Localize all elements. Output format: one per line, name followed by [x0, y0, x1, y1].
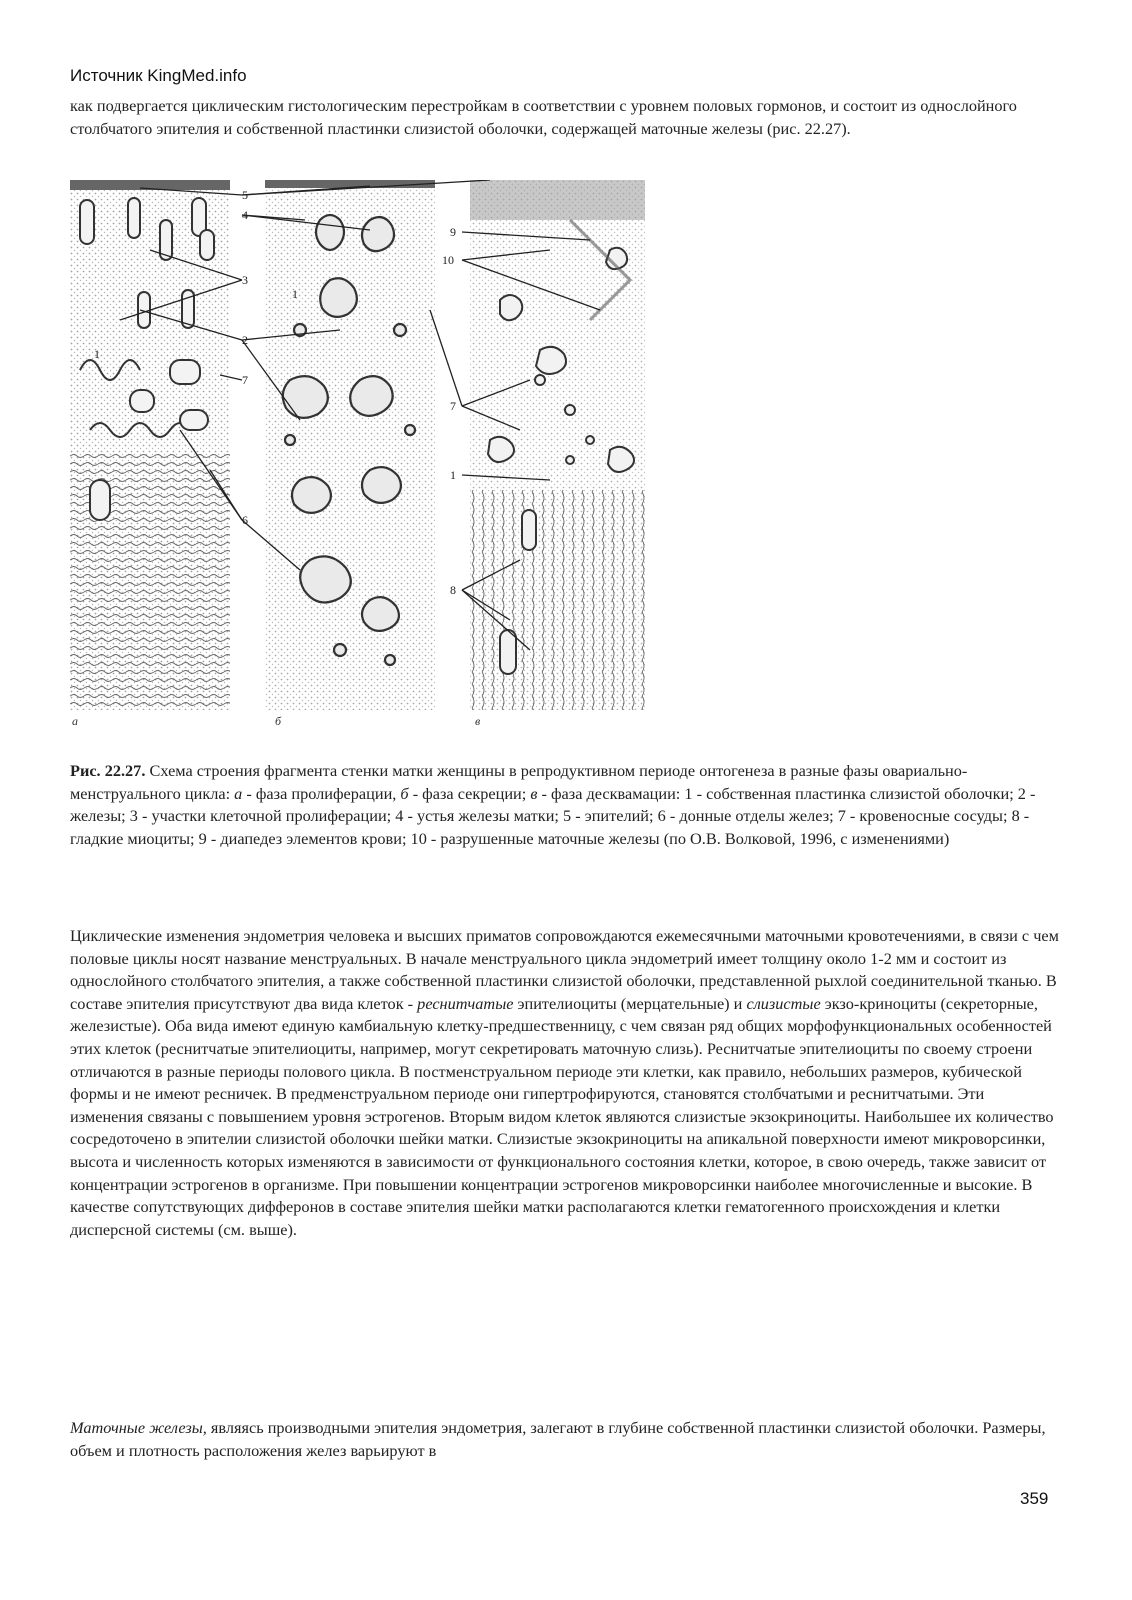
- glands-paragraph: Маточные железы, являясь производными эпителия эндометрия, залегают в глубине собственной пластинки слизистой оболочки. Размеры, объем и плотность расположения желез варьируют в: [70, 1418, 1046, 1460]
- figure-label-3: 3: [242, 273, 248, 287]
- figure-label-4: 4: [242, 208, 248, 222]
- figure-label-7b: 7: [450, 399, 456, 413]
- figure-caption: Рис. 22.27. Схема строения фрагмента стенки матки женщины в репродуктивном периоде онтогенеза в разные фазы овариально-менструального цикла: а - фаза пролиферации, б - фаза секреции; в - фаза десквамации: 1 - собственная пластинка слизистой оболочки; 2 - железы; 3 - участки клеточной пролиферации; 4 - устья железы матки; 5 - эпителий; 6 - донные отделы желез; 7 - кровеносные сосуды; 8 - гладкие миоциты; 9 - диапедез элементов крови; 10 - разрушенные маточные железы (по О.В. Волковой, 1996, с изменениями): [70, 761, 1036, 848]
- intro-paragraph: как подвергается циклическим гистологическим перестройкам в соответствии с уровнем половых гормонов, и состоит из однослойного столбчатого эпителия и собственной пластинки слизистой оболочки, содержащей маточные железы (рис. 22.27).: [70, 96, 1017, 138]
- figure-label-1b: 1: [292, 287, 298, 301]
- figure-label-2: 2: [242, 333, 248, 347]
- main-paragraph: Циклические изменения эндометрия человека и высших приматов сопровождаются ежемесячными маточными кровотечениями, в связи с чем половые циклы носят название менструальных. В начале менструального цикла эндометрий имеет толщину около 1-2 мм и состоит из однослойного столбчатого эпителия, а также собственной пластинки слизистой оболочки, представленной рыхлой соединительной тканью. В составе эпителия присутствуют два вида клеток - реснитчатые эпителиоциты (мерцательные) и слизистые экзо-криноциты (секреторные, железистые). Оба вида имеют единую камбиальную клетку-предшественницу, с чем связан ряд общих морфофункциональных особенностей этих клеток (реснитчатые эпителиоциты, например, могут секретировать маточную слизь). Реснитчатые эпителиоциты по своему строени отличаются в разные периоды полового цикла. В постменструальном периоде эти клетки, как правило, небольших размеров, кубической формы и не имеют ресничек. В предменструальном периоде они гипертрофируются, становятся столбчатыми и реснитчатыми. Эти изменения связаны с повышением уровня эстрогенов. Вторым видом клеток являются слизистые экзокриноциты. Наибольшее их количество сосредоточено в эпителии слизистой оболочки шейки матки. Слизистые экзокриноциты на апикальной поверхности имеют микроворсинки, высота и численность которых изменяются в зависимости от функционального состояния клетки, которое, в свою очередь, также зависит от концентрации эстрогенов в организме. При повышении концентрации эстрогенов микроворсинки наиболее многочисленные и высокие. В качестве сопутствующих дифферонов в составе эпителия шейки матки располагаются клетки гематогенного происхождения и клетки дисперсной системы (см. выше).: [70, 926, 1059, 1239]
- figure-label-5: 5: [242, 188, 248, 202]
- histology-figure: [70, 180, 655, 728]
- panel-c-tissue: [470, 180, 645, 710]
- figure-label-8: 8: [450, 583, 456, 597]
- panel-label-c: в: [475, 714, 481, 728]
- figure-label-7a: 7: [242, 373, 248, 387]
- source-header: Источник KingMed.info: [70, 66, 247, 85]
- panel-label-b: б: [275, 714, 282, 728]
- panel-a-tissue: [70, 180, 230, 710]
- figure-label-1a: 1: [94, 347, 100, 361]
- page-number: 359: [1020, 1489, 1049, 1508]
- figure-label-10: 10: [442, 253, 454, 267]
- panel-b-tissue: [265, 180, 435, 710]
- caption-label: Рис. 22.27.: [70, 761, 146, 780]
- figure-label-6: 6: [242, 513, 248, 527]
- panel-label-a: а: [72, 714, 78, 728]
- figure-label-9: 9: [450, 225, 456, 239]
- figure-label-1: 1: [450, 468, 456, 482]
